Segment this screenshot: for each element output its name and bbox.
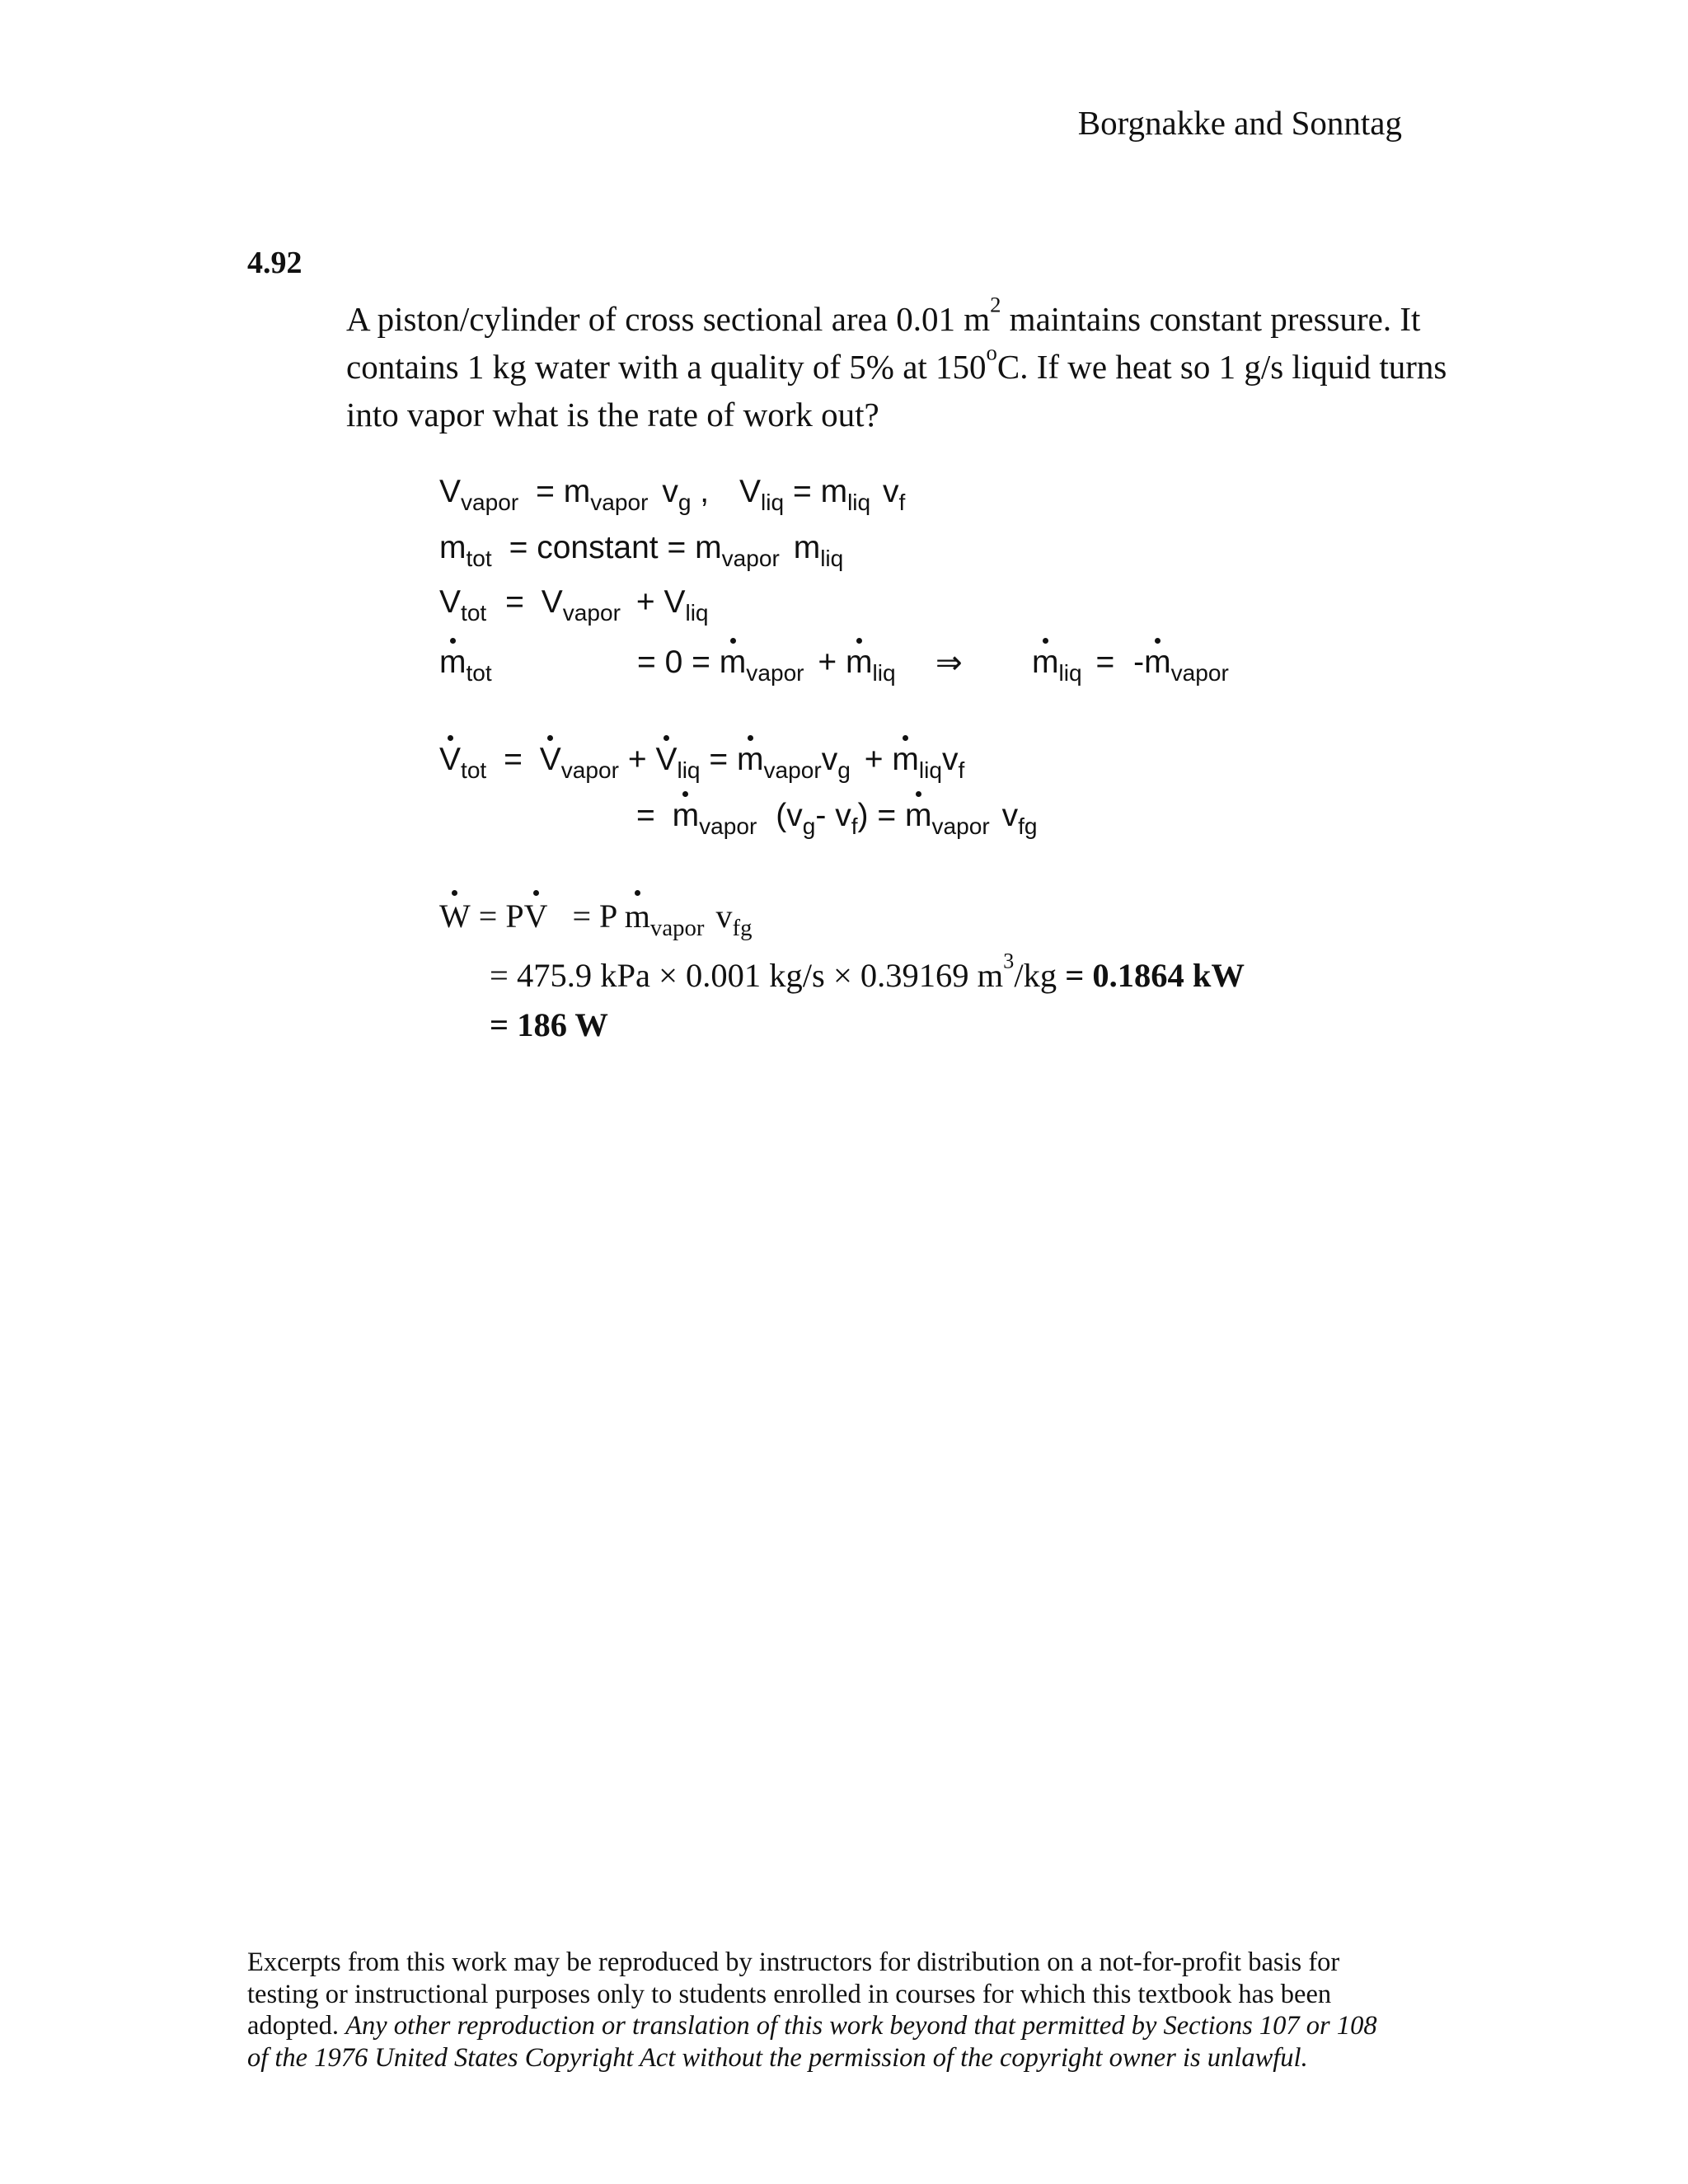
equation-volume-rate-simplified: = $m_{vapor}$ ($v_g-$ $v_f) = m_{vapor}$ $v_{fg}$ [636, 798, 1038, 839]
equation-liquid-rate: $m_{liq} = -m_{vapor}$ [1032, 644, 1229, 686]
result-line-2: = 186 W [490, 1006, 608, 1043]
footer-line-2: testing or instructional purposes only to students enrolled in courses for which this textbook has been [247, 1979, 1332, 2009]
problem-line-1: A piston/cylinder of cross sectional area 0.01 $m^2$ maintains constant pressure. It [346, 292, 1421, 338]
footer-line-3: adopted. Any other reproduction or translation of this work beyond that permitted by Sections 107 or 108 [247, 2011, 1377, 2041]
equation-mass-rate-rhs: = $0 = m_{vapor} + m_{liq}$ [637, 644, 896, 686]
problem-line-2: contains 1 kg water with a quality of 5% at 150$^o$C. If we heat so 1 g/s liquid turns [346, 340, 1447, 386]
equation-volume-total: $V_{tot} = V_{vapor} + V_{liq}$ [439, 584, 709, 626]
header-authors: Borgnakke and Sonntag [1077, 104, 1402, 142]
problem-number: 4.92 [247, 246, 302, 280]
problem-line-3: into vapor what is the rate of work out? [346, 396, 879, 434]
equation-volume-components: $V_{vapor} = m_{vapor}$ $v_g$ , $V_{liq} = m_{liq}$ $v_f$ [439, 474, 906, 515]
equation-work-rate: W = PV = P $m_{vapor}$ $v_{fg}$ [439, 898, 753, 942]
footer-line-4: of the 1976 United States Copyright Act without the permission of the copyright owner is unlawful. [247, 2042, 1308, 2073]
problem-statement [346, 292, 1447, 438]
equation-mass-rate: $m_{tot}$ [439, 644, 492, 686]
equation-volume-rate: $V_{tot} = V_{vapor} + V_{liq} = m_{vapor}v_g + m_{liq}v_f$ [439, 742, 965, 783]
equation-mass-total: $m_{tot}$ = constant = $m_{vapor}$ $m_{liq}$ [439, 530, 844, 571]
footer-line-1: Excerpts from this work may be reproduced by instructors for distribution on a not-for-profit basis for [247, 1947, 1340, 1977]
implies-arrow: ⇒ [935, 645, 963, 681]
copyright-footer [247, 1947, 1377, 2074]
result-line-1: = 475.9 kPa × 0.001 kg/s × 0.39169 $m^3/kg = 0.1864$ kW [490, 949, 1245, 994]
